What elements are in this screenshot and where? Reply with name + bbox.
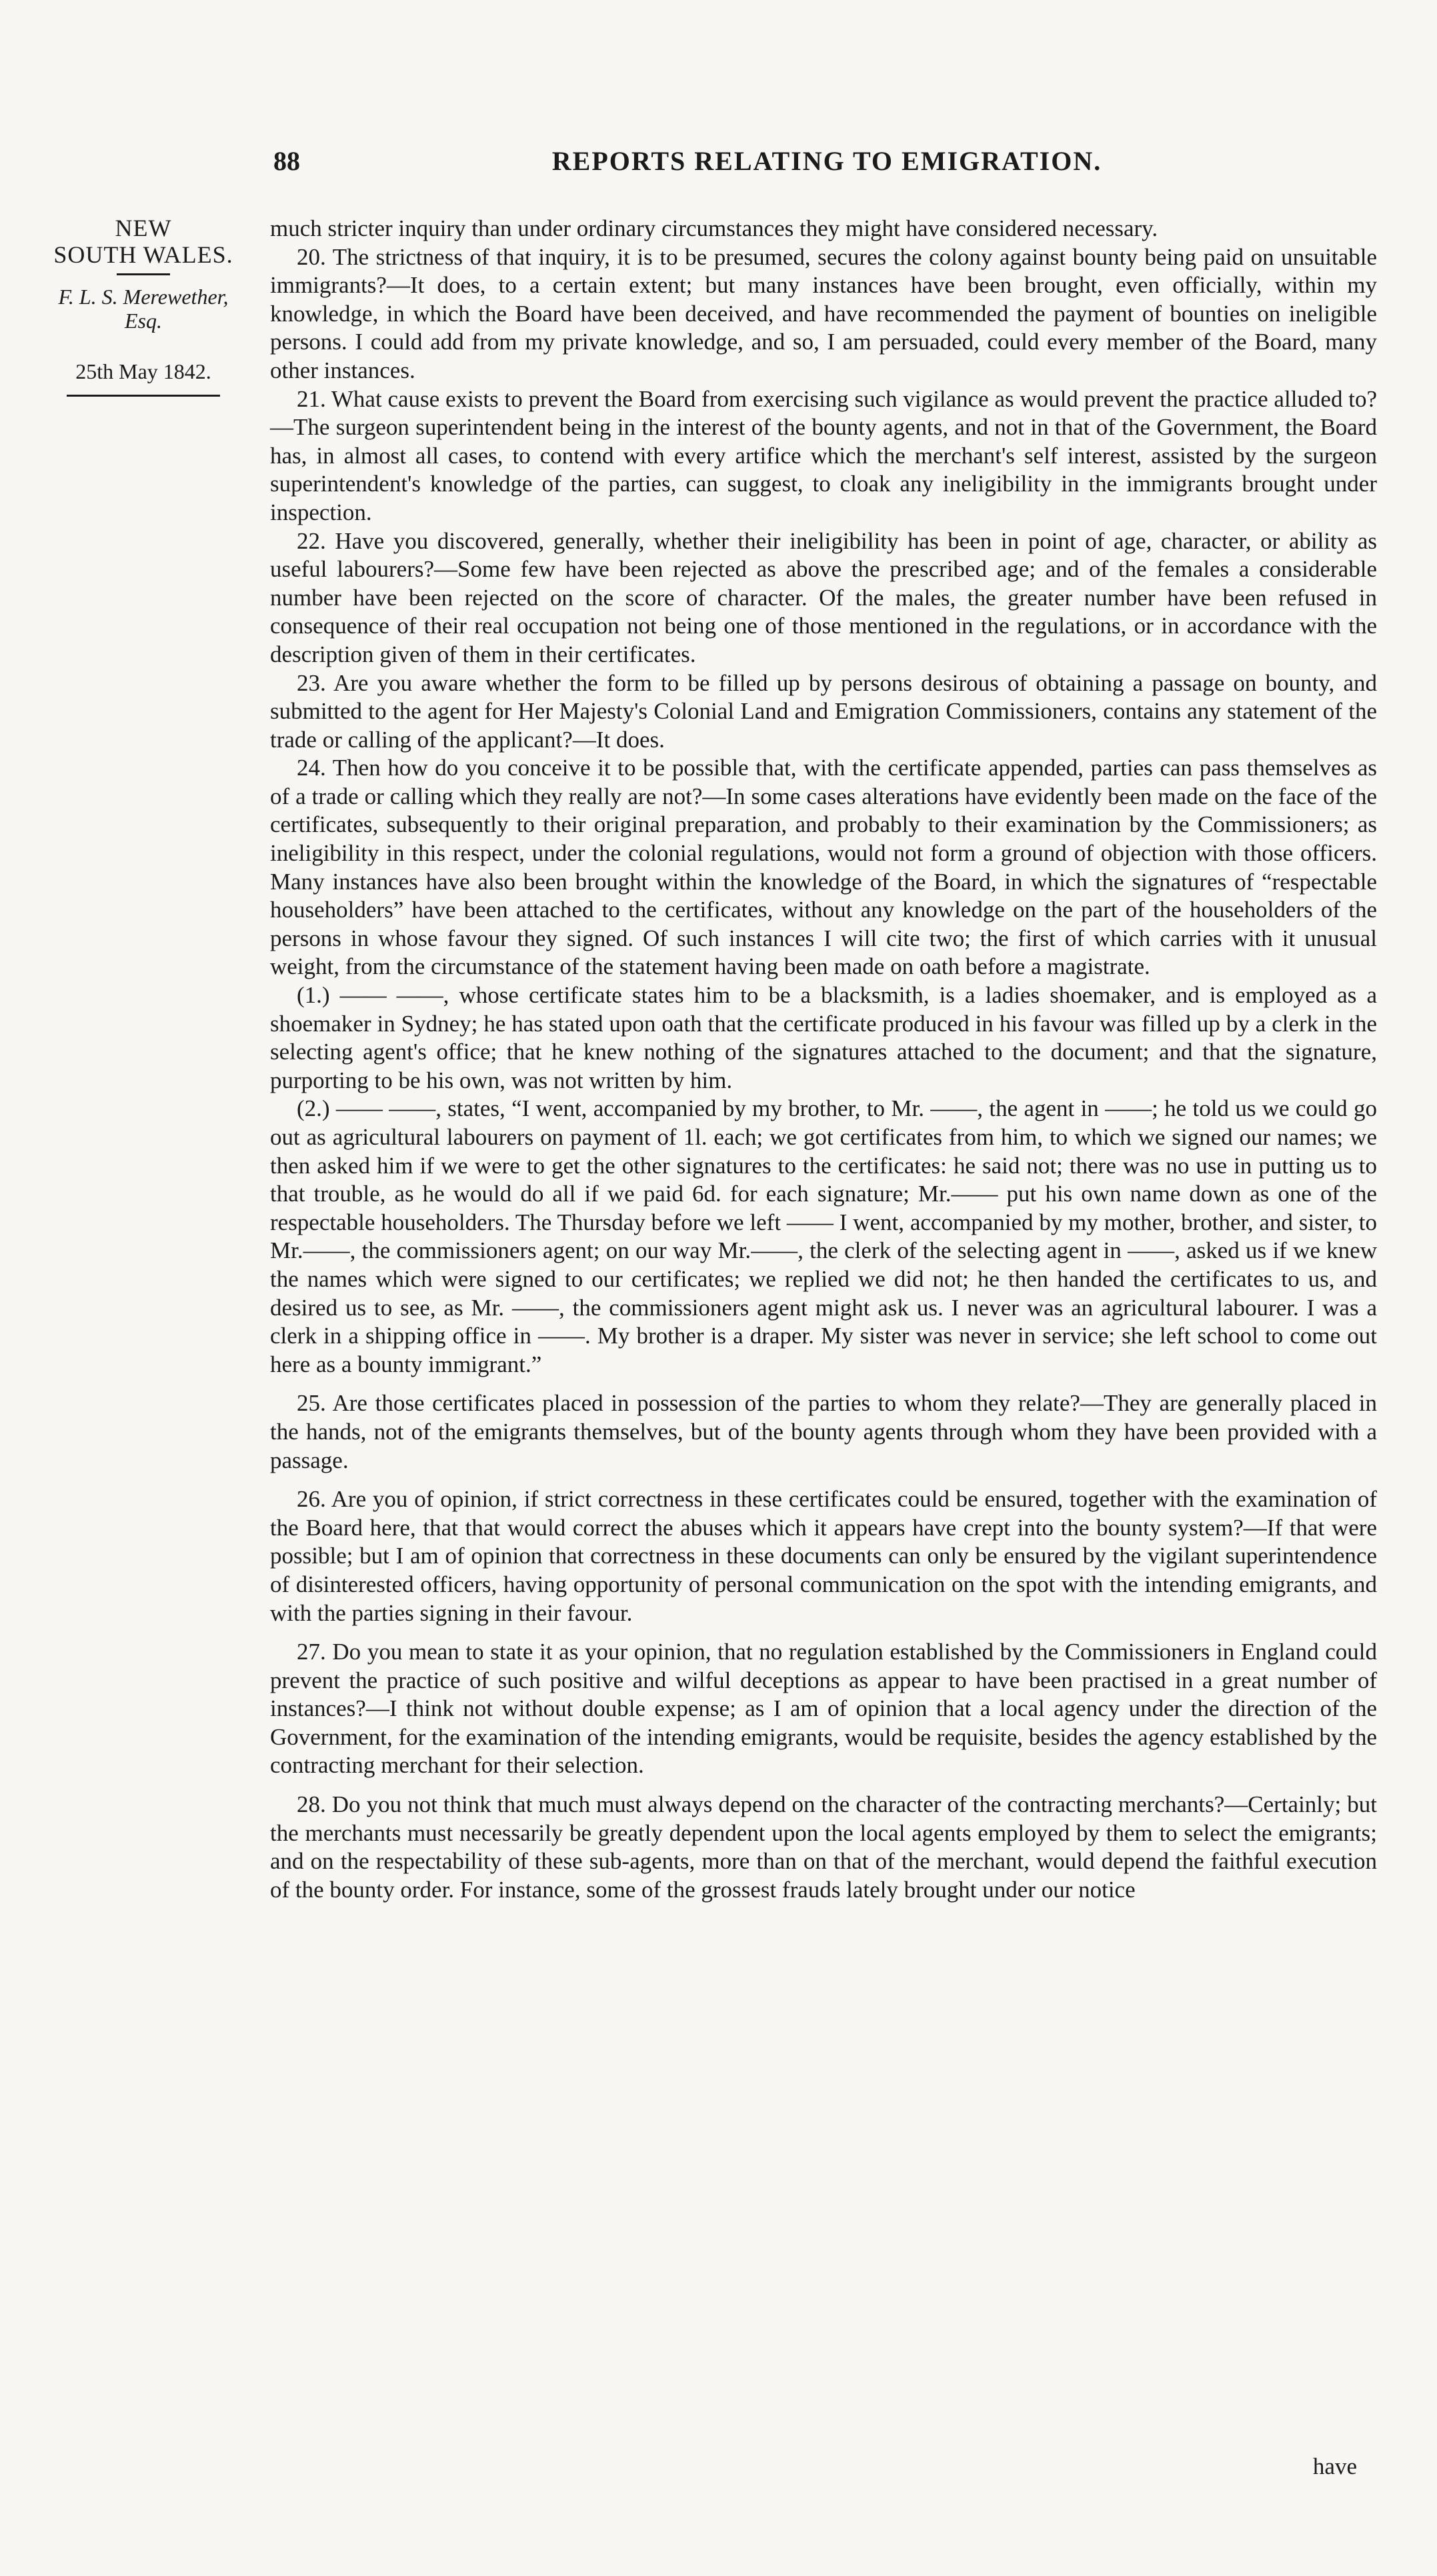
sidenote-rule-bottom bbox=[67, 395, 220, 397]
paragraph: much stricter inquiry than under ordinary circumstances they might have considered necessary. bbox=[270, 215, 1158, 241]
page-number: 88 bbox=[273, 146, 300, 176]
paragraph: 24. Then how do you conceive it to be possible that, with the certificate appended, parties can pass themselves as of a trade or calling which they really are not?—In some cases alterations have evidently been made on the face of the certificates, subsequently to their original preparation, and probably to their examination by the Commissioners; as ineligibility in this respect, under the colonial regulations, would not form a ground of objection with those officers. Many instances have also been brought within the knowledge of the Board, in which the signatures of “respectable householders” have been attached to the certificates, without any knowledge on the part of the householders of the persons in whose favour they signed. Of such instances I will cite two; the first of which carries with it unusual weight, from the circumstance of the statement having been made on oath before a magistrate. bbox=[270, 755, 1377, 980]
running-head: REPORTS RELATING TO EMIGRATION. bbox=[551, 146, 1102, 176]
paragraph: 21. What cause exists to prevent the Board from exercising such vigilance as would prevent the practice alluded to?—The surgeon superintendent being in the interest of the bounty agents, and not in that of the Government, the Board has, in almost all cases, to contend with every artifice which the merchant's self interest, assisted by the surgeon superintendent's knowledge of the parties, can suggest, to cloak any ineligibility in the immigrants brought under inspection. bbox=[270, 385, 1377, 525]
paragraph: 23. Are you aware whether the form to be filled up by persons desirous of obtaining a passage on bounty, and submitted to the agent for Her Majesty's Colonial Land and Emigration Commissioners, contains any statement of the trade or calling of the applicant?—It does. bbox=[270, 669, 1377, 753]
witness-title: Esq. bbox=[125, 309, 162, 333]
colony-name-line2: SOUTH WALES. bbox=[53, 241, 233, 268]
catchword: have bbox=[1312, 2453, 1357, 2479]
margin-sidenote bbox=[33, 215, 253, 397]
sidenote-rule bbox=[117, 273, 170, 275]
paragraph: 28. Do you not think that much must always depend on the character of the contracting merchants?—Certainly; but the merchants must necessarily be greatly dependent upon the local agents employed by them to select the emigrants; and on the respectability of these sub-agents, more than on that of the merchant, would depend the faithful execution of the bounty order. For instance, some of the grossest frauds lately brought under our notice bbox=[270, 1791, 1377, 1903]
evidence-date: 25th May 1842. bbox=[75, 359, 211, 383]
witness-name: F. L. S. Merewether, bbox=[58, 285, 229, 309]
paragraph: 26. Are you of opinion, if strict correctness in these certificates could be ensured, together with the examination of the Board here, that that would correct the abuses which it appears have crept into the bounty system?—If that were possible; but I am of opinion that correctness in these documents can only be ensured by the vigilant superintendence of disinterested officers, having opportunity of personal communication on the spot with the intending emigrants, and with the parties signing in their favour. bbox=[270, 1486, 1377, 1626]
body-text bbox=[270, 215, 1377, 2495]
page-header bbox=[267, 145, 1387, 185]
paragraph: 27. Do you mean to state it as your opinion, that no regulation established by the Commissioners in England could prevent the practice of such positive and wilful deceptions as appear to have been practised in a great number of instances?—I think not without double expense; as I am of opinion that a local agency under the direction of the Government, for the examination of the intending emigrants, would be requisite, besides the agency established by the contracting merchant for their selection. bbox=[270, 1639, 1377, 1779]
paragraph: 22. Have you discovered, generally, whether their ineligibility has been in point of age, character, or ability as useful labourers?—Some few have been rejected as above the prescribed age; and of the females a considerable number have been rejected on the score of character. Of the males, the greater number have been refused in consequence of their real occupation not being one of those mentioned in the regulations, or in accordance with the description given of them in their certificates. bbox=[270, 527, 1377, 667]
colony-name-line1: NEW bbox=[115, 215, 172, 241]
paragraph: (2.) —— ——, states, “I went, accompanied by my brother, to Mr. ——, the agent in ——; he told us we could go out as agricultural labourers on payment of 1l. each; we got certificates from him, to which we signed our names; we then asked him if we were to get the other signatures to the certificates: he said not; there was no use in putting us to that trouble, as he would do all if we paid 6d. for each signature; Mr.—— put his own name down as one of the respectable householders. The Thursday before we left —— I went, accompanied by my mother, brother, and sister, to Mr.——, the commissioners agent; on our way Mr.——, the clerk of the selecting agent in ——, asked us if we knew the names which were signed to our certificates; we replied we did not; he then handed the certificates to us, and desired us to see, as Mr. ——, the commissioners agent might ask us. I never was an agricultural labourer. I was a clerk in a shipping office in ——. My brother is a draper. My sister was never in service; she left school to come out here as a bounty immigrant.” bbox=[270, 1095, 1377, 1377]
paragraph: (1.) —— ——, whose certificate states him to be a blacksmith, is a ladies shoemaker, and is employed as a shoemaker in Sydney; he has stated upon oath that the certificate produced in his favour was filled up by a clerk in the selecting agent's office; that he knew nothing of the signatures attached to the document; and that the signature, purporting to be his own, was not written by him. bbox=[270, 982, 1377, 1093]
paragraph: 25. Are those certificates placed in possession of the parties to whom they relate?—They are generally placed in the hands, not of the emigrants themselves, but of the bounty agents through whom they have been provided with a passage. bbox=[270, 1390, 1377, 1473]
paragraph: 20. The strictness of that inquiry, it is to be presumed, secures the colony against bounty being paid on unsuitable immigrants?—It does, to a certain extent; but many instances have been brought, even officially, within my knowledge, in which the Board have been deceived, and have recommended the payment of bounties on ineligible persons. I could add from my private knowledge, and so, I am persuaded, could every member of the Board, many other instances. bbox=[270, 243, 1377, 383]
